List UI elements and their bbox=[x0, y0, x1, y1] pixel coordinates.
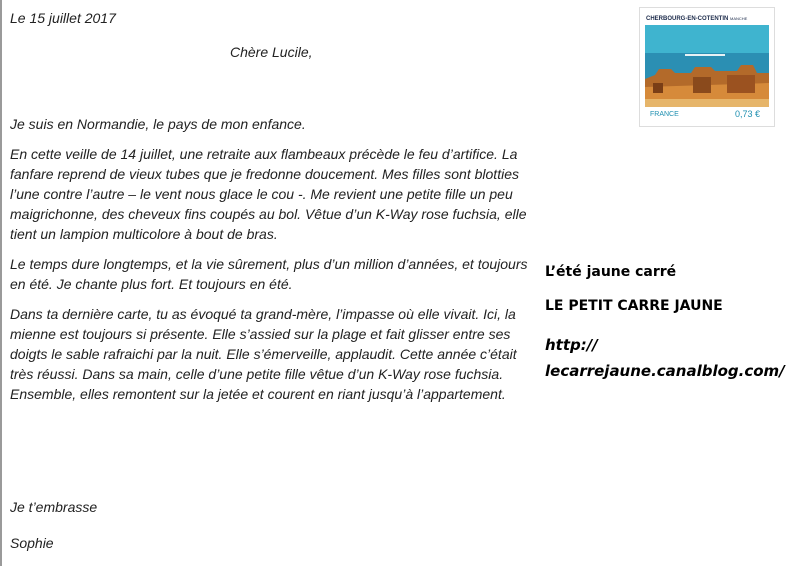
postage-stamp bbox=[640, 8, 774, 126]
blog-name: LE PETIT CARRE JAUNE bbox=[545, 298, 723, 314]
blog-url[interactable] bbox=[545, 332, 795, 384]
letter-body bbox=[10, 114, 530, 414]
harbor-illustration bbox=[645, 25, 769, 107]
paragraph: Je suis en Normandie, le pays de mon enfance. bbox=[10, 116, 306, 132]
salutation: Chère Lucile, bbox=[230, 44, 313, 60]
stamp-city: CHERBOURG-EN-COTENTIN bbox=[646, 16, 729, 22]
stamp-price: 0,73 € bbox=[735, 109, 761, 119]
stamp-region: MANCHE bbox=[730, 16, 748, 21]
paragraph: En cette veille de 14 juillet, une retraite aux flambeaux précède le feu d’artifice. La fanfare reprend de vieux tubes que je fredonne doucement. Mes filles sont blotties l’une contre l’autre – le vent nous glace le cou -. Me revient une petite fille un peu maigrichonne, des cheveux fins coupés au bol. Vêtue d’un K-Way rose fuchsia, elle tient un lampion multicolore à bout de bras. bbox=[10, 146, 527, 242]
blog-url-line: http:// bbox=[545, 336, 598, 354]
series-title: L’été jaune carré bbox=[545, 264, 677, 280]
signature: Sophie bbox=[10, 535, 54, 551]
closing: Je t’embrasse bbox=[10, 499, 98, 515]
blog-info bbox=[545, 264, 795, 384]
stamp-country: FRANCE bbox=[650, 111, 679, 118]
letter-date: Le 15 juillet 2017 bbox=[10, 10, 116, 26]
stamp-title bbox=[646, 16, 747, 22]
paragraph: Dans ta dernière carte, tu as évoqué ta grand-mère, l’impasse où elle vivait. Ici, la mienne est toujours si présente. Elle s’assied sur la plage et fait glisser entre ses doigts le sable rafraichi par la nuit. Elle s’émerveille, applaudit. Cette année c’était très réussi. Dans sa main, celle d’une petite fille vêtue d’un K-Way rose fuchsia. Ensemble, elles remontent sur la jetée et courent en riant jusqu’à l’appartement. bbox=[10, 306, 517, 402]
blog-url-line: lecarrejaune.canalblog.com/ bbox=[545, 362, 785, 380]
paragraph: Le temps dure longtemps, et la vie sûrement, plus d’un million d’années, et toujours en été. Je chante plus fort. Et toujours en été. bbox=[10, 256, 528, 292]
